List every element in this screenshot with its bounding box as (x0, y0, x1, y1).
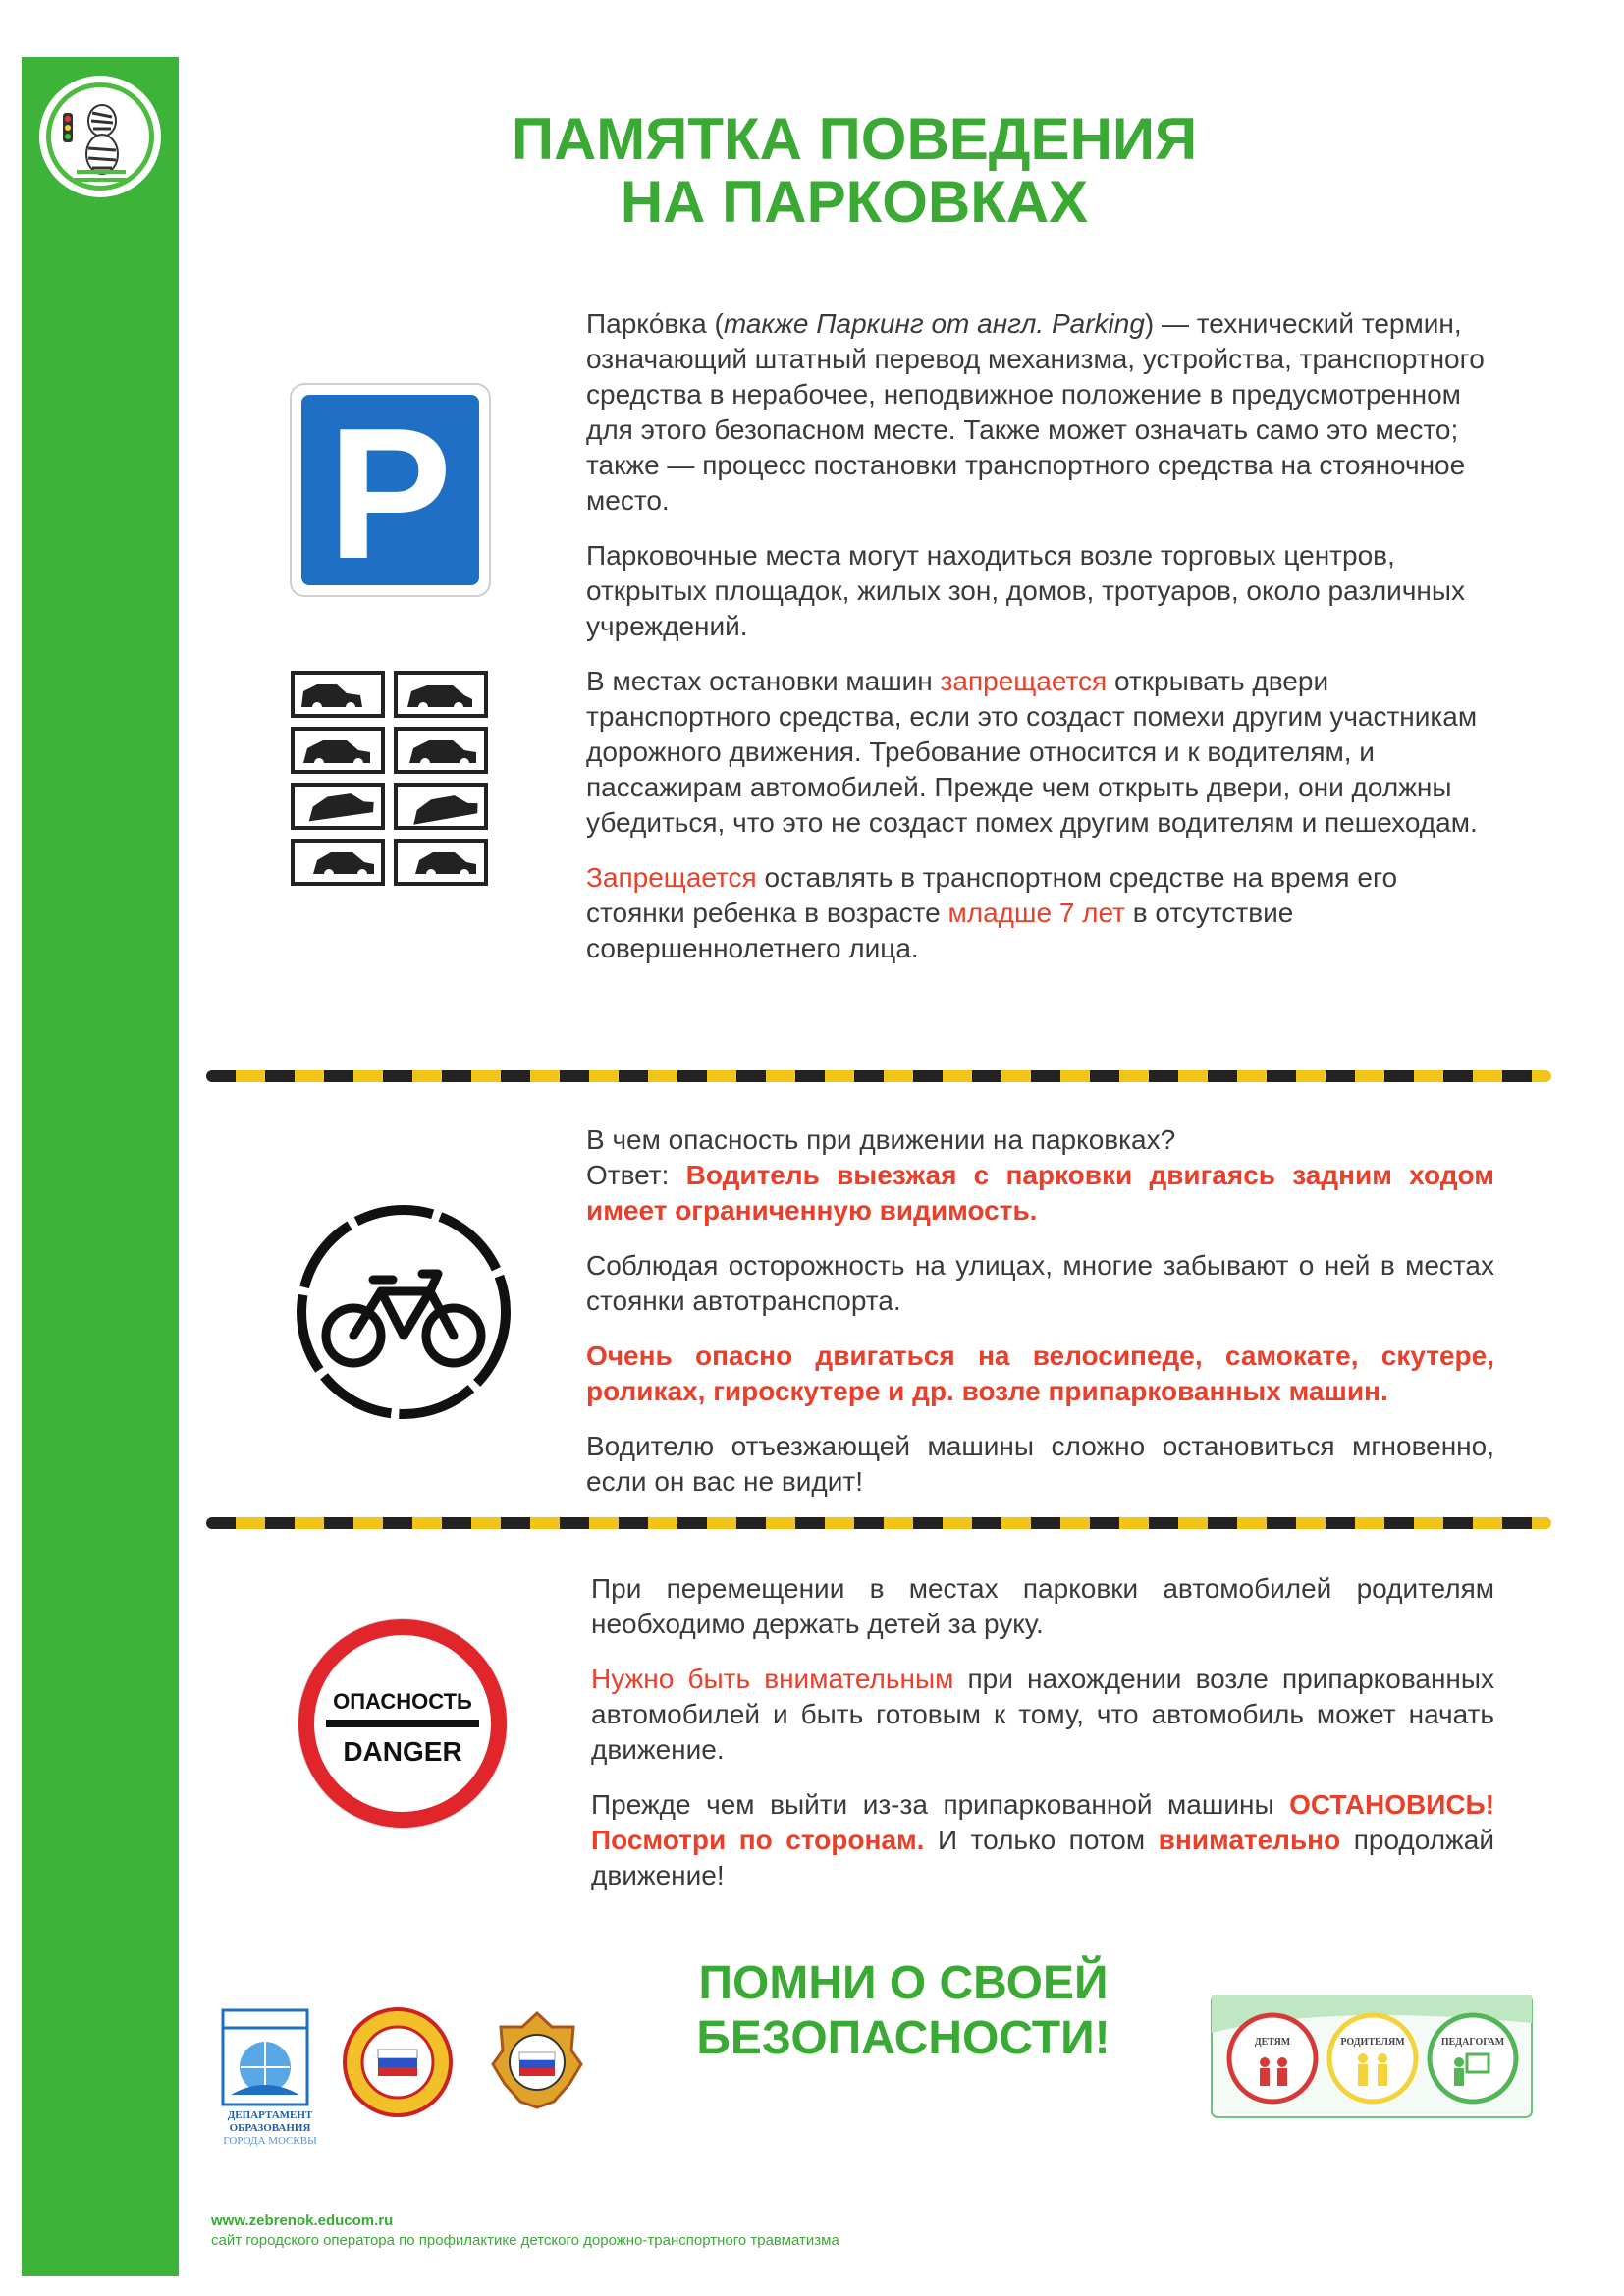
danger-sign-line-2: DANGER (343, 1736, 462, 1767)
slogan-line-2: БЕЗОПАСНОСТИ! (696, 2012, 1110, 2064)
audience-logo (1210, 1994, 1534, 2119)
audience-parents-label: РОДИТЕЛЯМ (1340, 2037, 1405, 2048)
barrier-divider-1 (206, 1070, 1551, 1084)
zebra-logo (37, 74, 163, 199)
audience-teachers-label: ПЕДАГОГАМ (1440, 2037, 1505, 2048)
section-1-text (586, 306, 1499, 986)
audience-children-label: ДЕТЯМ (1254, 2037, 1291, 2048)
paragraph-locations: Парковочные места могут находиться возле торговых центров, открытых площадок, жилых зон, домов, тротуаров, около различных учреждений. (586, 540, 1466, 641)
slogan (628, 1956, 1178, 2066)
danger-sign-line-1: ОПАСНОСТЬ (333, 1689, 472, 1714)
paragraph-driver: Водителю отъезжающей машины сложно остановиться мгновенно, если он вас не видит! (586, 1431, 1494, 1497)
paragraph-child: Запрещается оставлять в транспортном средстве на время его стоянки ребенка в возрасте младше 7 лет в отсутствие совершеннолетнего лица. (586, 862, 1398, 963)
danger-question: В чем опасность при движении на парковках? (586, 1124, 1176, 1155)
parking-sign-letter: P (327, 390, 453, 597)
education-department-label: ДЕПАРТАМЕНТ ОБРАЗОВАНИЯ ГОРОДА МОСКВЫ (223, 2109, 317, 2147)
page-title (412, 108, 1296, 234)
title-line-2: НА ПАРКОВКАХ (620, 169, 1089, 235)
parking-sign-icon (290, 383, 491, 597)
side-bar (22, 57, 179, 2276)
education-department-logo (221, 2008, 309, 2106)
paragraph-doors: В местах остановки машин запрещается открывать двери транспортного средства, если это создаст помехи другим участникам дорожного движения. Требование относится и к водителям, и пассажирам автомобилей. Прежде чем открыть двери, они должны убедиться, что это не создаст помех другим водителям и пешеходам. (586, 666, 1478, 838)
title-line-1: ПАМЯТКА ПОВЕДЕНИЯ (511, 106, 1198, 172)
section-2-text (586, 1122, 1494, 1519)
romanov-school-logo (342, 2006, 455, 2119)
footer-caption: сайт городского оператора по профилактике детского дорожно-транспортного травматизма (211, 2232, 839, 2249)
footer (211, 2212, 839, 2251)
traffic-police-emblem (483, 2005, 591, 2113)
barrier-divider-2 (206, 1517, 1551, 1531)
footer-url[interactable]: www.zebrenok.educom.ru (211, 2213, 394, 2229)
parking-plates-icon (290, 670, 491, 886)
danger-answer: Ответ: Водитель выезжая с парковки двигаясь задним ходом имеет ограниченную видимость. (586, 1160, 1494, 1226)
paragraph-attention: Нужно быть внимательным при нахождении возле припаркованных автомобилей и быть готовым к тому, что автомобиль может начать движение. (591, 1664, 1494, 1765)
paragraph-stop: Прежде чем выйти из-за припаркованной машины ОСТАНОВИСЬ! Посмотри по сторонам. И только потом внимательно продолжай движение! (591, 1789, 1494, 1890)
section-3-text (591, 1571, 1494, 1913)
slogan-line-1: ПОМНИ О СВОЕЙ (698, 1957, 1109, 2009)
paragraph-caution: Соблюдая осторожность на улицах, многие забывают о ней в местах стоянки автотранспорта. (586, 1250, 1494, 1316)
paragraph-definition: Парко́вка (также Паркинг от англ. Parking) — технический термин, означающий штатный перевод механизма, устройства, транспортного средства в нерабочее, неподвижное положение в предусмотренном для этого безопасном месте. Также может означать само это место; также — процесс постановки транспортного средства на стояночное место. (586, 308, 1485, 516)
bicycle-sign-icon (295, 1203, 513, 1421)
danger-sign-icon (295, 1615, 511, 1831)
paragraph-hold-hand: При перемещении в местах парковки автомобилей родителям необходимо держать детей за руку. (591, 1573, 1494, 1639)
paragraph-bicycle-warning: Очень опасно двигаться на велосипеде, самокате, скутере, роликах, гироскутере и др. возле припаркованных машин. (586, 1340, 1494, 1406)
